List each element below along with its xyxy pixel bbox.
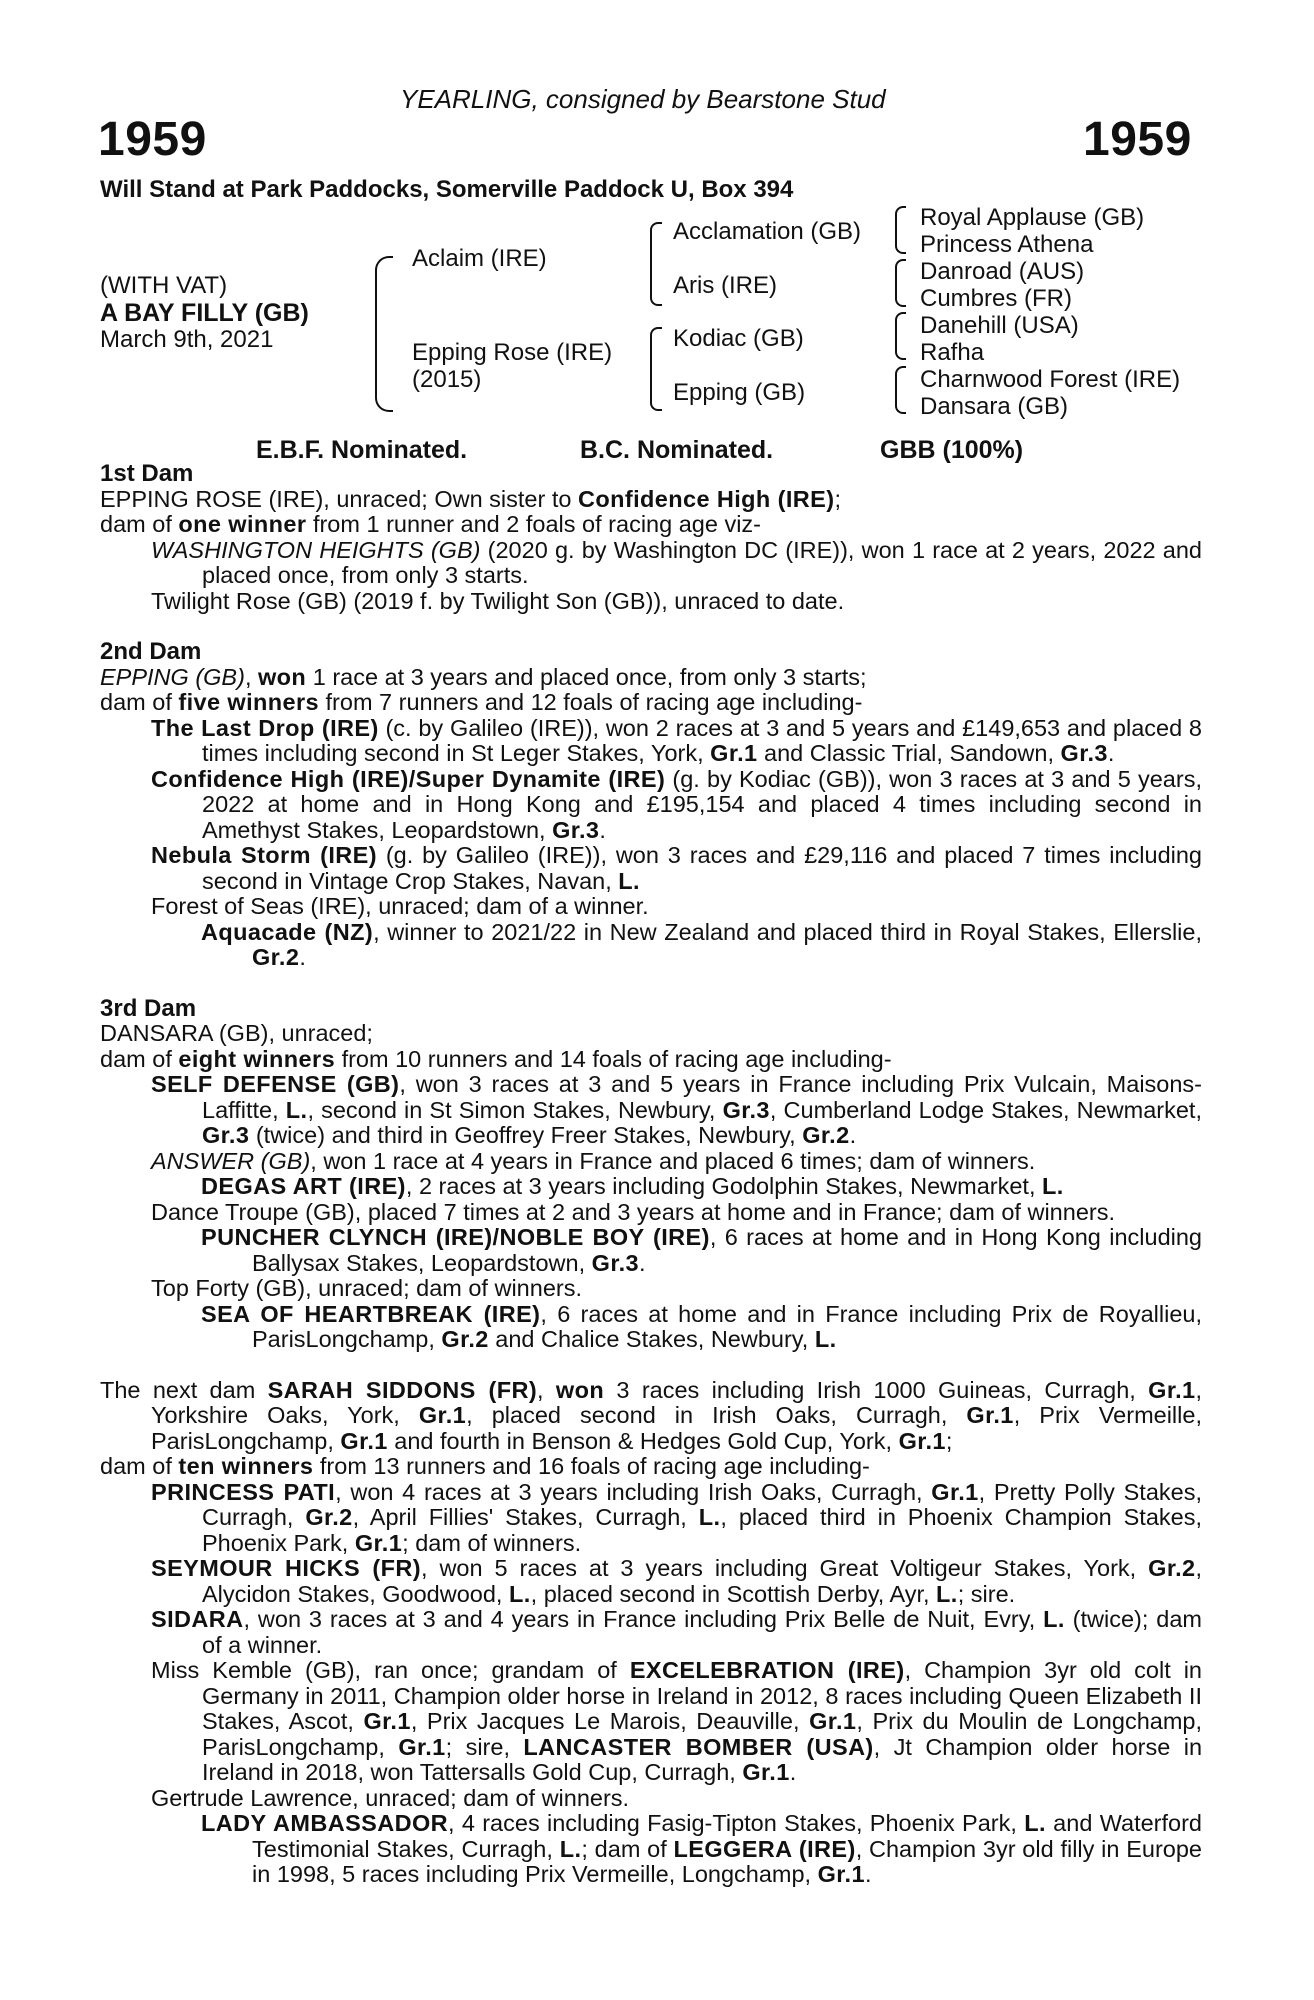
produce-entry: LADY AMBASSADOR, 4 races including Fasig-Tipton Stakes, Phoenix Park, L. and Waterford Testimonial Stakes, Curragh, L.; dam of LEGGERA (IRE), Champion 3yr old filly in Europe in 1998, 5 races including Prix Vermeille, Longchamp, Gr.1. [201,1810,1203,1887]
ancestor-g1: Royal Applause (GB) [920,204,1145,231]
produce-entry: SELF DEFENSE (GB), won 3 races at 3 and 5 years in France including Prix Vulcain, Maisons-Laffitte, L., second in St Simon Stakes, Newbury, Gr.3, Cumberland Lodge Stakes, Newmarket, Gr.3 (twice) and third in Geoffrey Freer Stakes, Newbury, Gr.2. [151,1071,1203,1148]
ebf-nomination: E.B.F. Nominated. [256,436,468,464]
third-dam-produce-line: dam of eight winners from 10 runners and 14 foals of racing age including- [100,1045,892,1072]
lot-number-right: 1959 [1083,113,1192,166]
produce-entry: Dance Troupe (GB), placed 7 times at 2 and 3 years at home and in France; dam of winners. [151,1198,1115,1225]
produce-entry: ANSWER (GB), won 1 race at 4 years in France and placed 6 times; dam of winners. [151,1147,1036,1174]
second-dam-line: EPPING (GB), won 1 race at 3 years and placed once, from only 3 starts; [100,663,867,690]
second-dam-produce-line: dam of five winners from 7 runners and 12 foals of racing age including- [100,689,863,715]
foaling-date: March 9th, 2021 [100,326,274,353]
produce-entry: Miss Kemble (GB), ran once; grandam of EXCELEBRATION (IRE), Champion 3yr old colt in Germany in 2011, Champion older horse in Ireland in 2012, 8 races including Queen Elizabeth II Stakes, Ascot, Gr.1, Prix Jacques Le Marois, Deauville, Gr.1, Prix du Moulin de Longchamp, ParisLongchamp, Gr.1; sire, LANCASTER BOMBER (USA), Jt Champion older horse in Ireland in 2018, won Tattersalls Gold Cup, Curragh, Gr.1. [151,1657,1203,1785]
pedigree-brace-sire [650,222,662,306]
produce-entry: Top Forty (GB), unraced; dam of winners. [151,1275,582,1301]
lot-horse-name: A BAY FILLY (GB) [100,299,309,327]
produce-entry: DEGAS ART (IRE), 2 races at 3 years including Godolphin Stakes, Newmarket, L. [201,1173,1064,1199]
ancestor-g7: Charnwood Forest (IRE) [920,366,1181,393]
ancestor-g2: Princess Athena [920,231,1094,258]
produce-entry: Aquacade (NZ), winner to 2021/22 in New Zealand and placed third in Royal Stakes, Ellerslie, Gr.2. [201,918,1202,970]
produce-entry: Nebula Storm (IRE) (g. by Galileo (IRE)), won 3 races and £29,116 and placed 7 times including second in Vintage Crop Stakes, Navan, L. [151,842,1202,894]
ancestor-g5: Danehill (USA) [920,312,1079,339]
produce-entry: WASHINGTON HEIGHTS (GB) (2020 g. by Washington DC (IRE)), won 1 race at 2 years, 2022 and placed once, from only 3 starts. [151,536,1202,588]
first-dam-line: EPPING ROSE (IRE), unraced; Own sister to Confidence High (IRE); [100,485,841,512]
pedigree-brace-main [375,256,393,412]
produce-entry: Confidence High (IRE)/Super Dynamite (IRE) (g. by Kodiac (GB)), won 3 races at 3 and 5 years, 2022 at home and in Hong Kong and £195,154 and placed 4 times including second in Amethyst Stakes, Leopardstown, Gr.3. [151,765,1202,843]
next-dam-produce-line: dam of ten winners from 13 runners and 16 foals of racing age including- [100,1453,870,1479]
pedigree-brace-g3 [895,312,906,360]
bc-nomination: B.C. Nominated. [580,436,774,464]
produce-entry: SEA OF HEARTBREAK (IRE), 6 races at home and in France including Prix de Royallieu, ParisLongchamp, Gr.2 and Chalice Stakes, Newbury, L. [201,1300,1203,1352]
produce-entry: Gertrude Lawrence, unraced; dam of winners. [151,1784,630,1811]
produce-entry: PUNCHER CLYNCH (IRE)/NOBLE BOY (IRE), 6 races at home and in Hong Kong including Ballysax Stakes, Leopardstown, Gr.3. [201,1224,1203,1276]
pedigree-brace-g4 [895,366,906,414]
dam-year: (2015) [412,366,482,393]
lot-number-left: 1959 [98,113,207,166]
sire-dam-name: Aris (IRE) [673,272,777,299]
next-dam-line: The next dam SARAH SIDDONS (FR), won 3 races including Irish 1000 Guineas, Curragh, Gr.1, Yorkshire Oaks, York, Gr.1, placed second in Irish Oaks, Curragh, Gr.1, Prix Vermeille, ParisLongchamp, Gr.1 and fourth in Benson & Hedges Gold Cup, York, Gr.1; [100,1376,1202,1454]
stand-location: Will Stand at Park Paddocks, Somerville Paddock U, Box 394 [100,176,794,203]
produce-entry: PRINCESS PATI, won 4 races at 3 years including Irish Oaks, Curragh, Gr.1, Pretty Polly Stakes, Curragh, Gr.2, April Fillies' Stakes, Curragh, L., placed third in Phoenix Champion Stakes, Phoenix Park, Gr.1; dam of winners. [151,1478,1202,1556]
third-dam-line: DANSARA (GB), unraced; [100,1020,373,1046]
consignment-line: YEARLING, consigned by Bearstone Stud [400,84,886,114]
dam-dam-name: Epping (GB) [673,379,806,406]
dam-sire-name: Kodiac (GB) [673,325,804,352]
second-dam-heading: 2nd Dam [100,638,202,665]
ancestor-g4: Cumbres (FR) [920,285,1073,312]
pedigree-brace-g1 [895,206,906,254]
gbb-rating: GBB (100%) [880,436,1024,464]
produce-entry: Forest of Seas (IRE), unraced; dam of a winner. [151,893,649,919]
third-dam-heading: 3rd Dam [100,994,197,1022]
catalogue-body [100,461,1202,1888]
produce-entry: The Last Drop (IRE) (c. by Galileo (IRE)), won 2 races at 3 and 5 years and £149,653 and placed 8 times including second in St Leger Stakes, York, Gr.1 and Classic Trial, Sandown, Gr.3. [151,714,1202,766]
pedigree-brace-dam [650,327,662,411]
ancestor-g3: Danroad (AUS) [920,258,1085,285]
produce-entry: SEYMOUR HICKS (FR), won 5 races at 3 years including Great Voltigeur Stakes, York, Gr.2, Alycidon Stakes, Goodwood, L., placed second in Scottish Derby, Ayr, L.; sire. [151,1555,1202,1607]
sire-name: Aclaim (IRE) [412,245,547,272]
vat-note: (WITH VAT) [100,272,228,299]
first-dam-heading: 1st Dam [100,460,194,487]
produce-entry: Twilight Rose (GB) (2019 f. by Twilight Son (GB)), unraced to date. [151,587,845,614]
dam-name: Epping Rose (IRE) [412,339,613,366]
produce-entry: SIDARA, won 3 races at 3 and 4 years in France including Prix Belle de Nuit, Evry, L. (twice); dam of a winner. [151,1606,1202,1658]
pedigree-brace-g2 [895,259,906,307]
ancestor-g8: Dansara (GB) [920,393,1069,420]
sire-sire-name: Acclamation (GB) [673,218,862,245]
first-dam-produce-line: dam of one winner from 1 runner and 2 foals of racing age viz- [100,511,761,537]
ancestor-g6: Rafha [920,339,985,366]
